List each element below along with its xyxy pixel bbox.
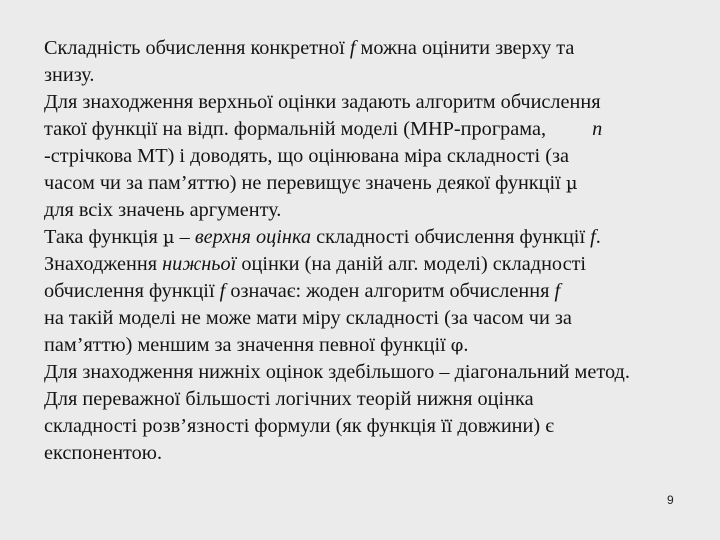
text-line [44, 251, 700, 278]
text-run: часом чи за пам’яттю) не перевищує значень деякої функції [44, 172, 566, 194]
function-symbol-f: f [590, 226, 596, 248]
text-run: Знаходження [44, 253, 163, 275]
text-line: Для знаходження нижніх оцінок здебільшого – діагональний метод. [44, 361, 630, 383]
page-number: 9 [667, 493, 674, 507]
text-line: Для переважної більшості логічних теорій нижня оцінка [44, 388, 534, 410]
function-symbol-phi: φ [450, 335, 464, 356]
function-symbol-f: f [349, 37, 356, 59]
text-line: експонентою. [44, 442, 163, 464]
term-lower: нижньої [162, 253, 237, 275]
text-run: . [463, 334, 469, 356]
text-line [44, 170, 700, 197]
function-symbol-f: f [219, 280, 226, 302]
text-line [44, 224, 700, 251]
function-symbol-mu: µ [565, 173, 578, 194]
text-run: можна оцінити зверху та [355, 37, 575, 59]
text-line: на такій моделі не може мати міру складності (за часом чи за [44, 307, 572, 329]
text-run: пам’яттю) меншим за значення певної функції [44, 334, 451, 356]
function-symbol-mu: µ [162, 227, 175, 248]
term-upper-bound: верхня оцінка [194, 226, 312, 248]
text-line: знизу. [44, 64, 95, 86]
paragraph-upper-bound [44, 89, 700, 224]
text-line [44, 332, 700, 359]
text-run: обчислення функції [44, 280, 220, 302]
text-line [44, 278, 700, 305]
text-line [44, 116, 700, 143]
text-run: оцінки (на даній алг. моделі) складності [236, 253, 587, 275]
paragraph-upper-bound-definition [44, 224, 700, 251]
text-run: такої функції на відп. формальній моделі (МНР-програма, [44, 118, 547, 140]
paragraph-diagonal-method [44, 359, 700, 386]
function-symbol-f: f [554, 280, 561, 302]
text-run: Складність обчислення конкретної [44, 37, 350, 59]
text-line: складності розв’язності формули (як функція її довжини) є [44, 415, 554, 437]
variable-n: n [592, 118, 603, 140]
slide-body-text [44, 35, 700, 467]
text-line: Для знаходження верхньої оцінки задають алгоритм обчислення [44, 91, 601, 113]
paragraph-complexity-estimation [44, 35, 700, 89]
text-run: означає: жоден алгоритм обчислення [225, 280, 555, 302]
text-run: – [174, 226, 195, 248]
text-run: складності обчислення функції [311, 226, 591, 248]
text-run: Така функція [44, 226, 163, 248]
text-run: . [595, 226, 601, 248]
paragraph-lower-bound [44, 251, 700, 359]
text-line: для всіх значень аргументу. [44, 199, 282, 221]
text-line [44, 35, 700, 62]
text-line: -стрічкова МТ) і доводять, що оцінювана міра складності (за [44, 145, 570, 167]
paragraph-exponential-lower-bound [44, 386, 700, 467]
